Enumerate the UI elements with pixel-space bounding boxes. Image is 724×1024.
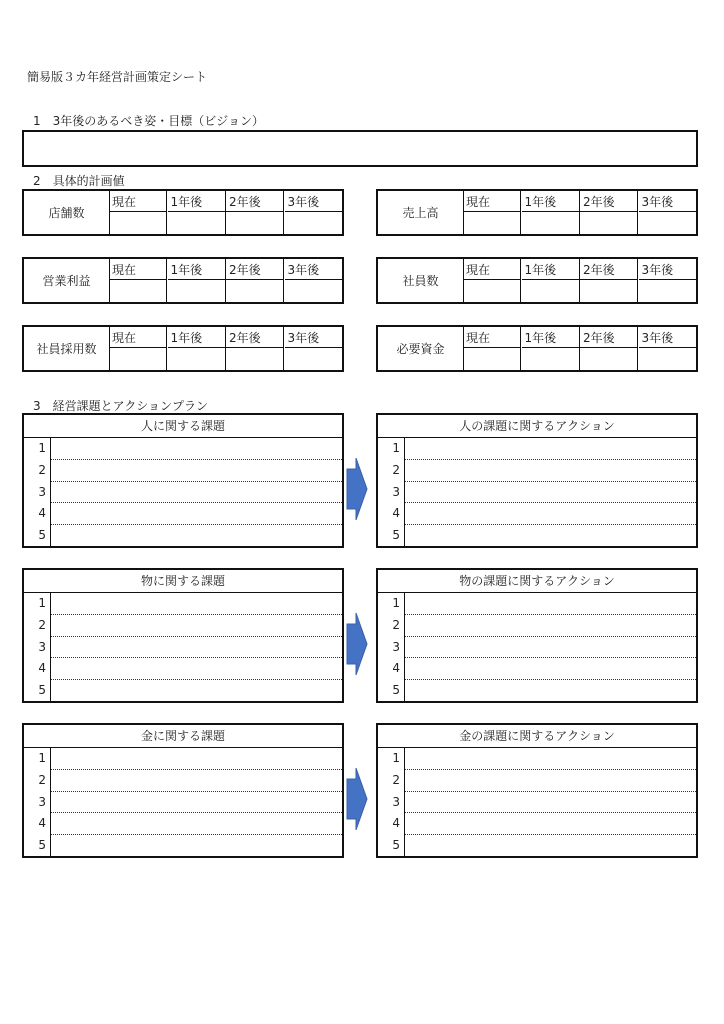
entry-field[interactable] <box>405 769 696 790</box>
section3-heading: 3 経営課題とアクションプラン <box>33 399 209 413</box>
row-number: 1 <box>392 750 400 765</box>
row-number: 4 <box>392 661 400 676</box>
entry-field[interactable] <box>51 592 342 613</box>
period-header: 2年後 <box>226 327 284 348</box>
entry-field[interactable] <box>51 524 342 545</box>
right-arrow-icon <box>346 457 368 521</box>
issue-table-title: 人に関する課題 <box>24 415 342 438</box>
right-arrow-icon <box>346 767 368 831</box>
entry-field[interactable] <box>405 459 696 480</box>
metric-label: 店舗数 <box>24 191 110 234</box>
row-number: 3 <box>392 484 400 499</box>
metric-value-cell[interactable] <box>580 348 638 370</box>
period-header: 3年後 <box>285 327 343 348</box>
metric-table <box>22 189 344 236</box>
row-number: 1 <box>38 595 46 610</box>
row-number: 5 <box>38 683 46 698</box>
row-number: 4 <box>38 506 46 521</box>
entry-field[interactable] <box>405 524 696 545</box>
period-header: 現在 <box>109 327 167 348</box>
period-header: 1年後 <box>168 327 226 348</box>
metric-value-cell[interactable] <box>226 212 284 234</box>
action-table <box>376 723 698 858</box>
row-number: 5 <box>392 528 400 543</box>
row-number: 3 <box>392 639 400 654</box>
period-header: 現在 <box>109 259 167 280</box>
entry-field[interactable] <box>51 614 342 635</box>
entry-field[interactable] <box>405 614 696 635</box>
period-header: 現在 <box>463 327 521 348</box>
row-number: 1 <box>38 750 46 765</box>
row-number: 5 <box>392 683 400 698</box>
issue-table-title: 金に関する課題 <box>24 725 342 748</box>
period-header: 現在 <box>463 191 521 212</box>
metric-value-cell[interactable] <box>580 212 638 234</box>
metric-label: 売上高 <box>378 191 464 234</box>
entry-field[interactable] <box>51 459 342 480</box>
entry-field[interactable] <box>405 747 696 768</box>
entry-field[interactable] <box>405 481 696 502</box>
metric-table <box>376 325 698 372</box>
metric-table <box>22 325 344 372</box>
vision-input-box[interactable] <box>22 130 698 167</box>
metric-value-cell[interactable] <box>109 212 167 234</box>
period-header: 3年後 <box>639 259 697 280</box>
metric-value-cell[interactable] <box>226 348 284 370</box>
row-number: 2 <box>392 462 400 477</box>
entry-field[interactable] <box>405 657 696 678</box>
metric-value-cell[interactable] <box>463 348 521 370</box>
metric-label: 必要資金 <box>378 327 464 370</box>
period-header: 1年後 <box>522 259 580 280</box>
row-number: 4 <box>392 506 400 521</box>
row-number: 5 <box>38 838 46 853</box>
entry-field[interactable] <box>405 636 696 657</box>
row-number: 5 <box>38 528 46 543</box>
period-header: 2年後 <box>226 191 284 212</box>
period-header: 3年後 <box>639 191 697 212</box>
metric-value-cell[interactable] <box>109 348 167 370</box>
period-header: 3年後 <box>285 259 343 280</box>
period-header: 1年後 <box>522 327 580 348</box>
row-number: 4 <box>38 816 46 831</box>
section2-heading: 2 具体的計画値 <box>33 174 125 188</box>
metric-value-cell[interactable] <box>522 348 580 370</box>
row-number: 2 <box>38 617 46 632</box>
entry-field[interactable] <box>51 812 342 833</box>
metric-value-cell[interactable] <box>639 212 697 234</box>
metric-value-cell[interactable] <box>522 212 580 234</box>
metric-value-cell[interactable] <box>522 280 580 302</box>
row-number: 3 <box>38 484 46 499</box>
entry-field[interactable] <box>51 437 342 458</box>
entry-field[interactable] <box>405 834 696 855</box>
entry-field[interactable] <box>51 636 342 657</box>
row-number: 2 <box>38 462 46 477</box>
entry-field[interactable] <box>51 502 342 523</box>
entry-field[interactable] <box>51 834 342 855</box>
metric-label: 営業利益 <box>24 259 110 302</box>
action-table-title: 物の課題に関するアクション <box>378 570 696 593</box>
metric-table <box>376 189 698 236</box>
metric-value-cell[interactable] <box>285 212 343 234</box>
issue-table <box>22 723 344 858</box>
section1-heading: 1 3年後のあるべき姿・目標（ビジョン） <box>33 114 265 128</box>
right-arrow-icon <box>346 612 368 676</box>
period-header: 3年後 <box>639 327 697 348</box>
row-number: 3 <box>38 794 46 809</box>
period-header: 1年後 <box>168 191 226 212</box>
period-header: 2年後 <box>580 259 638 280</box>
entry-field[interactable] <box>405 592 696 613</box>
entry-field[interactable] <box>405 679 696 700</box>
row-number: 2 <box>392 617 400 632</box>
row-number: 1 <box>392 595 400 610</box>
entry-field[interactable] <box>51 769 342 790</box>
row-number: 2 <box>38 772 46 787</box>
row-number: 4 <box>38 661 46 676</box>
row-number: 2 <box>392 772 400 787</box>
entry-field[interactable] <box>405 437 696 458</box>
metric-value-cell[interactable] <box>168 280 226 302</box>
action-table <box>376 568 698 703</box>
action-table-title: 人の課題に関するアクション <box>378 415 696 438</box>
metric-value-cell[interactable] <box>463 280 521 302</box>
issue-table <box>22 413 344 548</box>
metric-label: 社員採用数 <box>24 327 110 370</box>
document-title: 簡易版３カ年経営計画策定シート <box>27 70 208 84</box>
metric-value-cell[interactable] <box>285 348 343 370</box>
row-number: 5 <box>392 838 400 853</box>
entry-field[interactable] <box>51 791 342 812</box>
metric-table <box>376 257 698 304</box>
metric-value-cell[interactable] <box>109 280 167 302</box>
metric-table <box>22 257 344 304</box>
issue-table <box>22 568 344 703</box>
row-number: 3 <box>392 794 400 809</box>
row-number: 1 <box>392 440 400 455</box>
row-number: 3 <box>38 639 46 654</box>
row-number: 1 <box>38 440 46 455</box>
period-header: 3年後 <box>285 191 343 212</box>
period-header: 1年後 <box>522 191 580 212</box>
metric-value-cell[interactable] <box>168 212 226 234</box>
metric-value-cell[interactable] <box>285 280 343 302</box>
entry-field[interactable] <box>405 502 696 523</box>
metric-value-cell[interactable] <box>639 348 697 370</box>
period-header: 1年後 <box>168 259 226 280</box>
action-table <box>376 413 698 548</box>
period-header: 現在 <box>109 191 167 212</box>
entry-field[interactable] <box>51 747 342 768</box>
period-header: 現在 <box>463 259 521 280</box>
metric-value-cell[interactable] <box>639 280 697 302</box>
period-header: 2年後 <box>580 327 638 348</box>
action-table-title: 金の課題に関するアクション <box>378 725 696 748</box>
metric-value-cell[interactable] <box>168 348 226 370</box>
period-header: 2年後 <box>580 191 638 212</box>
metric-value-cell[interactable] <box>580 280 638 302</box>
entry-field[interactable] <box>51 481 342 502</box>
entry-field[interactable] <box>51 679 342 700</box>
issue-table-title: 物に関する課題 <box>24 570 342 593</box>
metric-label: 社員数 <box>378 259 464 302</box>
entry-field[interactable] <box>405 812 696 833</box>
metric-value-cell[interactable] <box>226 280 284 302</box>
period-header: 2年後 <box>226 259 284 280</box>
metric-value-cell[interactable] <box>463 212 521 234</box>
row-number: 4 <box>392 816 400 831</box>
entry-field[interactable] <box>405 791 696 812</box>
entry-field[interactable] <box>51 657 342 678</box>
